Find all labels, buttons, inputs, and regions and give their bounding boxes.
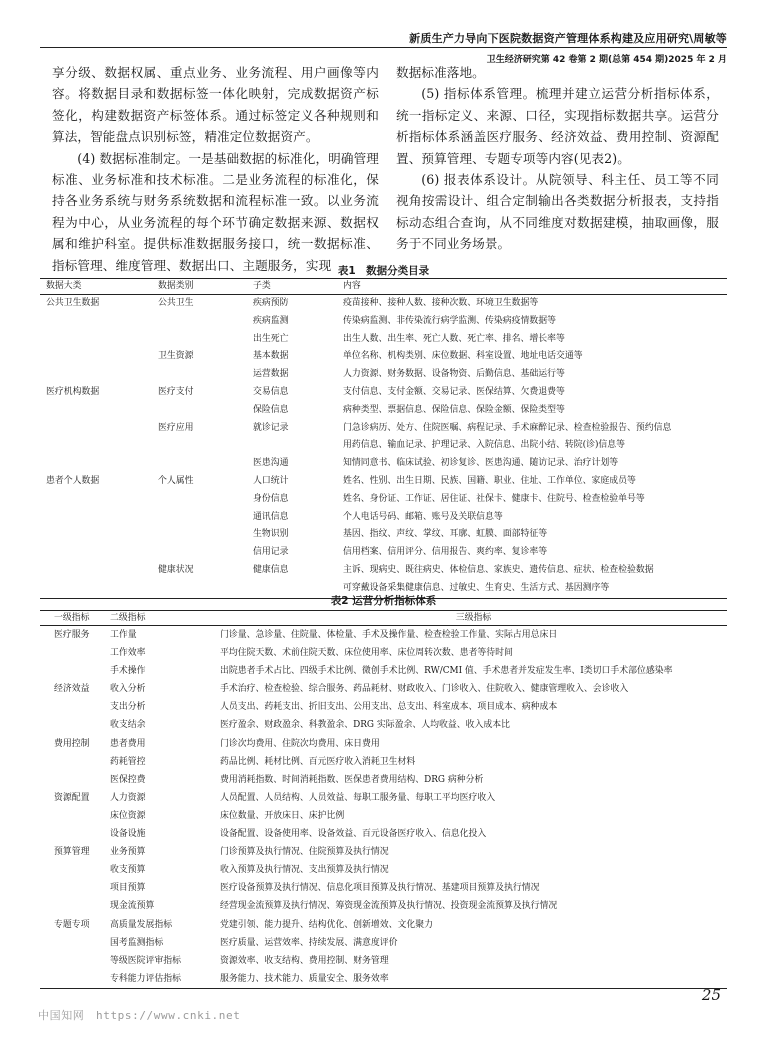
table1-cell: 疫苗接种、接种人数、接种次数、环境卫生数据等 bbox=[343, 298, 539, 308]
table2-cell bbox=[40, 879, 106, 897]
table2-row bbox=[40, 789, 727, 807]
table2-cell: 预算管理 bbox=[54, 847, 90, 858]
table1-header-cell: 内容 bbox=[331, 279, 727, 295]
table2-cell: 手术治疗、检查检验、综合服务、药品耗材、财政收入、门诊收入、住院收入、健康管理收入、会诊收入 bbox=[220, 684, 629, 695]
body-paragraph: 数据标准落地。 bbox=[396, 65, 485, 80]
table2-cell: 出院患者手术占比、四级手术比例、微创手术比例、RW/CMI 值、手术患者并发症发生率、Ⅰ类切口手术部位感染率 bbox=[220, 666, 673, 677]
table1-row bbox=[40, 331, 727, 349]
table2-cell bbox=[40, 644, 106, 662]
table1-cell: 出生死亡 bbox=[253, 333, 289, 344]
body-paragraph: (6) 报表体系设计。从院领导、科主任、员工等不同视角按需设计、组合定制输出各类数据分析报表，支持指标动态组合查询，从不同维度对数据建模，抽取画像，服务于不同业务场景。 bbox=[396, 172, 719, 252]
cnki-watermark: 中国知网 https://www.cnki.net bbox=[38, 1009, 241, 1022]
table1-cell: 出生人数、出生率、死亡人数、死亡率、排名、增长率等 bbox=[343, 333, 565, 344]
table1-cell bbox=[152, 526, 249, 544]
table2-cell: 床位数量、开放床日、床护比例 bbox=[220, 810, 345, 821]
table1-cell: 通讯信息 bbox=[253, 511, 289, 522]
table2-cell bbox=[40, 771, 106, 789]
table2-body bbox=[40, 626, 727, 989]
table2-header-row bbox=[40, 611, 727, 626]
table1-cell bbox=[152, 313, 249, 331]
table2-row bbox=[40, 843, 727, 861]
table2-row bbox=[40, 716, 727, 734]
table1-cell: 保险信息 bbox=[253, 404, 289, 415]
table2-cell bbox=[40, 934, 106, 952]
table1-cell bbox=[249, 437, 331, 455]
table1-cell bbox=[40, 331, 152, 349]
table1-row bbox=[40, 348, 727, 366]
table1-row bbox=[40, 420, 727, 438]
table1-cell bbox=[40, 366, 152, 384]
table2-cell: 门诊预算及执行情况、住院预算及执行情况 bbox=[220, 847, 389, 858]
table1-row bbox=[40, 526, 727, 544]
table2-cell: 手术操作 bbox=[110, 666, 146, 677]
table1-row bbox=[40, 402, 727, 420]
body-paragraph: (5) 指标体系管理。梳理并建立运营分析指标体系，统一指标定义、来源、口径，实现指标数据共享。运营分析指标体系涵盖医疗服务、经济效益、费用控制、资源配置、预算管理、专题专项等内容(见表2)。 bbox=[396, 86, 719, 166]
table2-cell: 门诊量、急诊量、住院量、体检量、手术及操作量、检查检验工作量、实际占用总床日 bbox=[220, 630, 558, 640]
table2-row bbox=[40, 952, 727, 970]
table2-cell: 工作效率 bbox=[110, 648, 146, 659]
table1-row bbox=[40, 384, 727, 402]
table1-row bbox=[40, 437, 727, 455]
table1-cell: 人口统计 bbox=[253, 475, 289, 486]
table1-cell: 基因、指纹、声纹、掌纹、耳廓、虹膜、面部特征等 bbox=[343, 529, 548, 540]
table1-cell: 生物识别 bbox=[253, 529, 289, 540]
running-header-title: 新质生产力导向下医院数据资产管理体系构建及应用研究\周敏等 bbox=[409, 32, 727, 45]
table1-cell bbox=[40, 509, 152, 527]
table2-row bbox=[40, 626, 727, 645]
table1-cell: 病种类型、票据信息、保险信息、保险金额、保险类型等 bbox=[343, 404, 565, 415]
table2-header-cell: 三级指标 bbox=[218, 611, 727, 626]
table1-cell: 基本数据 bbox=[253, 351, 289, 362]
table1-cell bbox=[40, 562, 152, 580]
table2-cell bbox=[40, 753, 106, 771]
table2-cell: 床位资源 bbox=[110, 810, 146, 821]
table1-cell bbox=[40, 420, 152, 438]
table2-cell: 医疗质量、运营效率、持续发展、满意度评价 bbox=[220, 937, 398, 948]
table1-cell bbox=[40, 491, 152, 509]
table1-cell: 公共卫生 bbox=[158, 298, 194, 308]
body-column-left bbox=[52, 62, 379, 276]
table1-cell bbox=[40, 402, 152, 420]
body-paragraph: 享分级、数据权属、重点业务、业务流程、用户画像等内容。将数据目录和数据标签一体化映射，完成数据资产标签化，构建数据资产标签体系。通过标签定义各种规则和算法，智能盘点识别标签，精准定位数据资产。 bbox=[52, 65, 379, 145]
table2-header-cell: 二级指标 bbox=[106, 611, 218, 626]
table1-row bbox=[40, 295, 727, 313]
table1-cell: 疾病预防 bbox=[253, 298, 289, 308]
table1-cell: 健康状况 bbox=[158, 564, 194, 575]
table1-cell: 主诉、现病史、既往病史、体检信息、家族史、遗传信息、症状、检查检验数据 bbox=[343, 564, 654, 575]
table2-cell: 人员支出、药耗支出、折旧支出、公用支出、总支出、科室成本、项目成本、病种成本 bbox=[220, 702, 558, 713]
table2-cell bbox=[40, 716, 106, 734]
table2-cell: 业务预算 bbox=[110, 847, 146, 858]
table1-cell bbox=[40, 313, 152, 331]
table1-cell: 就诊记录 bbox=[253, 422, 289, 433]
table1-row bbox=[40, 509, 727, 527]
table2-cell bbox=[40, 861, 106, 879]
table2-cell: 收入预算及执行情况、支出预算及执行情况 bbox=[220, 865, 389, 876]
table2-cell: 医疗设备预算及执行情况、信息化项目预算及执行情况、基建项目预算及执行情况 bbox=[220, 883, 540, 894]
table2-row bbox=[40, 879, 727, 897]
table2-cell: 支出分析 bbox=[110, 702, 146, 713]
table2-cell: 工作量 bbox=[110, 630, 137, 640]
table2-cell bbox=[40, 897, 106, 915]
table2-cell: 人力资源 bbox=[110, 792, 146, 803]
table2-cell: 费用控制 bbox=[54, 738, 90, 749]
table1-cell: 医患沟通 bbox=[253, 458, 289, 469]
table2-row bbox=[40, 861, 727, 879]
table1-cell bbox=[152, 331, 249, 349]
table1-cell bbox=[40, 526, 152, 544]
table1-cell bbox=[152, 509, 249, 527]
table2-cell: 党建引领、能力提升、结构优化、创新增效、文化聚力 bbox=[220, 919, 433, 930]
table1-cell: 交易信息 bbox=[253, 386, 289, 397]
table2-row bbox=[40, 807, 727, 825]
table1-header-cell: 数据大类 bbox=[40, 279, 152, 295]
page-number: 25 bbox=[701, 986, 721, 1004]
table2-cell: 医疗盈余、财政盈余、科教盈余、DRG 实际盈余、人均收益、收入成本比 bbox=[220, 720, 510, 731]
table1-header-row bbox=[40, 279, 727, 295]
table2-cell: 门诊次均费用、住院次均费用、床日费用 bbox=[220, 738, 380, 749]
table1-header-cell: 子类 bbox=[249, 279, 331, 295]
table1-row bbox=[40, 455, 727, 473]
table1-cell bbox=[40, 348, 152, 366]
table1-cell: 姓名、性别、出生日期、民族、国籍、职业、住址、工作单位、家庭成员等 bbox=[343, 475, 636, 486]
table2-row bbox=[40, 662, 727, 680]
table1-cell bbox=[152, 544, 249, 562]
table2-cell: 药耗管控 bbox=[110, 756, 146, 767]
table2-cell bbox=[40, 698, 106, 716]
table1-cell: 健康信息 bbox=[253, 564, 289, 575]
table2-cell: 医疗服务 bbox=[54, 630, 90, 640]
table2-row bbox=[40, 970, 727, 989]
table2-caption: 表2 运营分析指标体系 bbox=[330, 595, 437, 607]
table2-cell: 药品比例、耗材比例、百元医疗收入消耗卫生材料 bbox=[220, 756, 416, 767]
table2-cell: 费用消耗指数、时间消耗指数、医保患者费用结构、DRG 病种分析 bbox=[220, 774, 484, 785]
table2-cell: 设备配置、设备使用率、设备效益、百元设备医疗收入、信息化投入 bbox=[220, 829, 487, 840]
table1-row bbox=[40, 313, 727, 331]
table1-cell: 个人电话号码、邮箱、账号及关联信息等 bbox=[343, 511, 503, 522]
table2-cell: 经济效益 bbox=[54, 684, 90, 695]
table1-caption: 表1 数据分类目录 bbox=[337, 265, 430, 277]
table2-cell: 收支结余 bbox=[110, 720, 146, 731]
table2-row bbox=[40, 771, 727, 789]
table1-cell: 人力资源、财务数据、设备物资、后勤信息、基础运行等 bbox=[343, 369, 565, 380]
table1-cell: 医疗应用 bbox=[158, 422, 194, 433]
table2-cell: 专题专项 bbox=[54, 919, 90, 930]
table1-row bbox=[40, 562, 727, 580]
table1-cell: 传染病监测、非传染流行病学监测、传染病疫情数据等 bbox=[343, 315, 556, 326]
table1-cell: 医疗支付 bbox=[158, 386, 194, 397]
body-paragraph: (4) 数据标准制定。一是基础数据的标准化，明确管理标准、业务标准和技术标准。二是业务流程的标准化，保持各业务系统与财务系统数据和流程标准一致。以业务流程为中心，从业务流程的每个环节确定数据来源、数据权属和维护科室。提供标准数据服务接口，统一数据标准、指标管理、维度管理、数据出口、主题服务，实现 bbox=[52, 150, 379, 273]
table1-row bbox=[40, 491, 727, 509]
table1-cell bbox=[40, 455, 152, 473]
table2-header-cell: 一级指标 bbox=[40, 611, 106, 626]
table1-cell bbox=[152, 402, 249, 420]
table1-cell: 疾病监测 bbox=[253, 315, 289, 326]
table2-cell: 国考监测指标 bbox=[110, 937, 164, 948]
table1-cell: 门急诊病历、处方、住院医嘱、病程记录、手术麻醉记录、检查检验报告、预约信息 bbox=[343, 422, 672, 433]
table1-cell: 用药信息、输血记录、护理记录、入院信息、出院小结、转院(诊)信息等 bbox=[343, 440, 626, 451]
header-divider bbox=[40, 47, 727, 48]
table1-cell bbox=[40, 544, 152, 562]
table1-cell: 身份信息 bbox=[253, 493, 289, 504]
table2-cell: 服务能力、技术能力、质量安全、服务效率 bbox=[220, 973, 389, 984]
table2-cell: 等级医院评审指标 bbox=[110, 955, 181, 966]
running-header-journal: 卫生经济研究第 42 卷第 2 期(总第 454 期)2025 年 2 月 bbox=[486, 55, 727, 65]
table1-cell bbox=[152, 455, 249, 473]
table2-cell bbox=[40, 662, 106, 680]
table2-cell: 设备设施 bbox=[110, 829, 146, 840]
table1-cell bbox=[152, 366, 249, 384]
table2-row bbox=[40, 698, 727, 716]
table2-cell: 收支预算 bbox=[110, 865, 146, 876]
table2-cell bbox=[40, 970, 106, 989]
table2-cell: 平均住院天数、术前住院天数、床位使用率、床位周转次数、患者等待时间 bbox=[220, 648, 513, 659]
table2-row bbox=[40, 644, 727, 662]
table2-cell: 医保控费 bbox=[110, 774, 146, 785]
table1-data-classification bbox=[40, 278, 727, 599]
table1-cell: 可穿戴设备采集健康信息、过敏史、生育史、生活方式、基因测序等 bbox=[343, 582, 610, 593]
table2-row bbox=[40, 753, 727, 771]
table1-cell: 信用档案、信用评分、信用报告、爽约率、复诊率等 bbox=[343, 547, 548, 558]
table2-row bbox=[40, 916, 727, 934]
table1-row bbox=[40, 473, 727, 491]
table2-cell: 专科能力评估指标 bbox=[110, 973, 181, 984]
table2-cell: 现金流预算 bbox=[110, 901, 155, 912]
table2-row bbox=[40, 934, 727, 952]
table1-cell bbox=[40, 437, 152, 455]
table1-cell: 支付信息、支付金额、交易记录、医保结算、欠费退费等 bbox=[343, 386, 565, 397]
table2-cell: 资源效率、收支结构、费用控制、财务管理 bbox=[220, 955, 389, 966]
table1-cell: 卫生资源 bbox=[158, 351, 194, 362]
table2-row bbox=[40, 735, 727, 753]
table2-cell: 人员配置、人员结构、人员效益、每职工服务量、每职工平均医疗收入 bbox=[220, 792, 496, 803]
table2-cell: 项目预算 bbox=[110, 883, 146, 894]
table1-cell: 运营数据 bbox=[253, 369, 289, 380]
body-column-right bbox=[396, 62, 719, 255]
table1-cell: 姓名、身份证、工作证、居住证、社保卡、健康卡、住院号、检查检验单号等 bbox=[343, 493, 645, 504]
table2-cell: 患者费用 bbox=[110, 738, 146, 749]
table1-cell bbox=[152, 437, 249, 455]
table1-cell: 知情同意书、临床试验、初诊复诊、医患沟通、随访记录、治疗计划等 bbox=[343, 458, 619, 469]
table1-cell: 单位名称、机构类别、床位数据、科室设置、地址电话交通等 bbox=[343, 351, 583, 362]
table1-body bbox=[40, 295, 727, 599]
table1-cell bbox=[152, 491, 249, 509]
table2-indicator-system bbox=[40, 610, 727, 989]
table1-row bbox=[40, 366, 727, 384]
table1-cell: 公共卫生数据 bbox=[46, 298, 100, 308]
table1-cell: 信用记录 bbox=[253, 547, 289, 558]
table2-cell: 经营现金流预算及执行情况、筹资现金流预算及执行情况、投资现金流预算及执行情况 bbox=[220, 901, 558, 912]
table2-cell bbox=[40, 807, 106, 825]
table2-cell: 收入分析 bbox=[110, 684, 146, 695]
table2-cell: 资源配置 bbox=[54, 792, 90, 803]
table2-row bbox=[40, 825, 727, 843]
table1-cell: 个人属性 bbox=[158, 475, 194, 486]
table1-row bbox=[40, 544, 727, 562]
table2-cell bbox=[40, 825, 106, 843]
table2-cell: 高质量发展指标 bbox=[110, 919, 173, 930]
table1-cell: 医疗机构数据 bbox=[46, 386, 100, 397]
table1-header-cell: 数据类别 bbox=[152, 279, 249, 295]
table1-cell: 患者个人数据 bbox=[46, 475, 100, 486]
table2-row bbox=[40, 680, 727, 698]
table2-row bbox=[40, 897, 727, 915]
table2-cell bbox=[40, 952, 106, 970]
